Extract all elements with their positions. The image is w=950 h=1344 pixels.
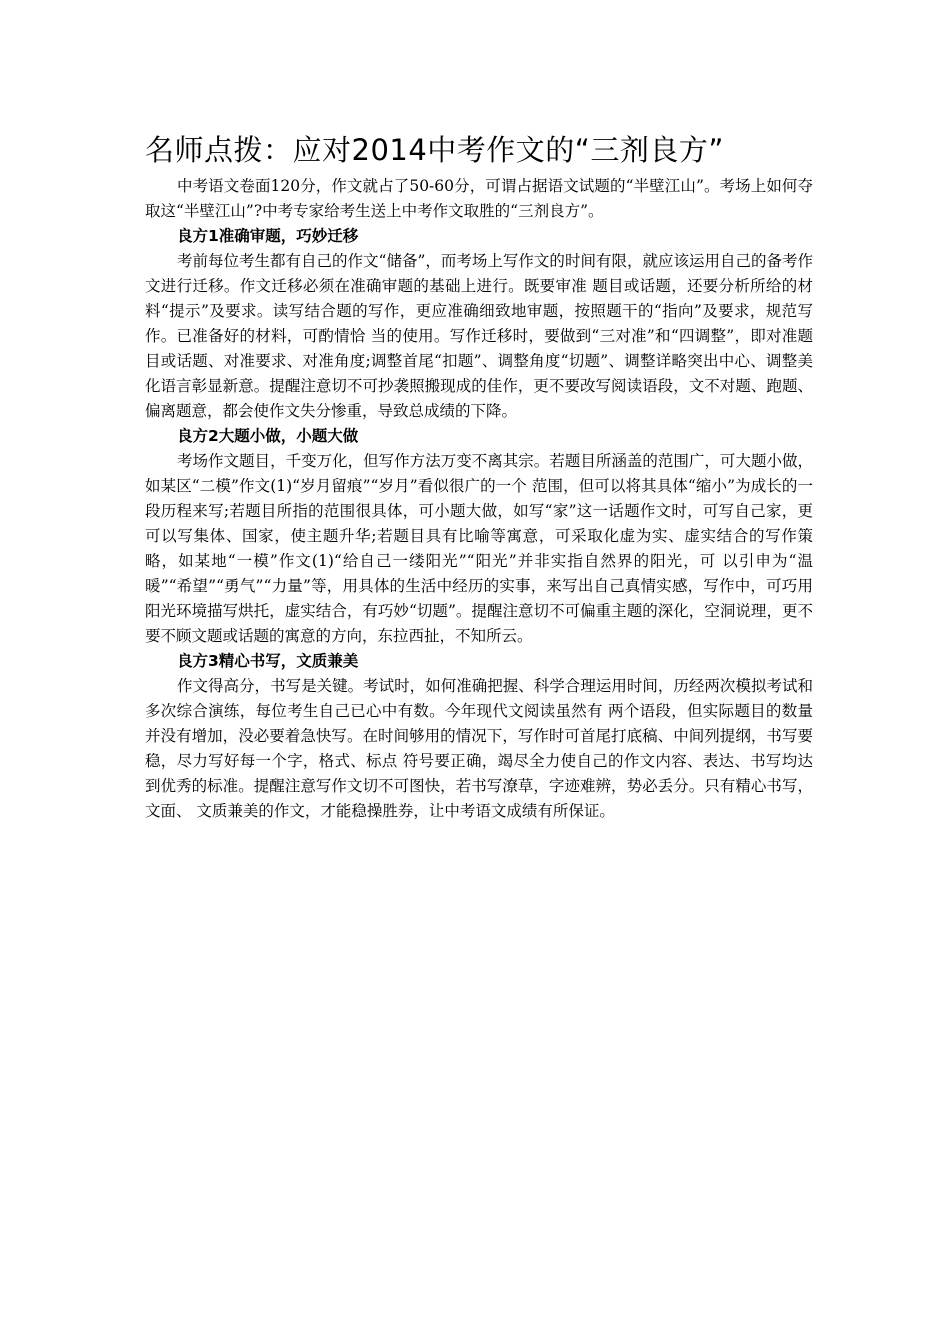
article-title: 名师点拨：应对2014中考作文的“三剂良方”: [145, 133, 724, 167]
section-heading: 良方3精心书写，文质兼美: [177, 652, 359, 670]
section-2: [145, 424, 813, 649]
article: [145, 130, 813, 824]
section-3: [145, 649, 813, 824]
section-body: 考前每位考生都有自己的作文“储备”，而考场上写作文的时间有限，就应该运用自己的备考作文进行迁移。作文迁移必须在准确审题的基础上进行。既要审准 题目或话题，还要分析所给的材料“提示”及要求。读写结合题的写作，更应准确细致地审题，按照题干的“指向”及要求，规范写作。已准备好的材料，可酌情恰 当的使用。写作迁移时，要做到“三对准”和“四调整”，即对准题目或话题、对准要求、对准角度;调整首尾“扣题”、调整角度“切题”、调整详略突出中心、调整美化语言彰显新意。提醒注意切不可抄袭照搬现成的佳作，更不要改写阅读语段，文不对题、跑题、偏离题意，都会使作文失分惨重，导致总成绩的下降。: [145, 252, 813, 420]
intro-paragraph: 中考语文卷面120分，作文就占了50-60分，可谓占据语文试题的“半壁江山”。考场上如何夺取这“半壁江山”?中考专家给考生送上中考作文取胜的“三剂良方”。: [145, 177, 813, 220]
section-heading: 良方1准确审题，巧妙迁移: [177, 227, 359, 245]
section-heading: 良方2大题小做，小题大做: [177, 427, 359, 445]
section-1: [145, 224, 813, 424]
section-body: 考场作文题目，千变万化，但写作方法万变不离其宗。若题目所涵盖的范围广，可大题小做，如某区“二模”作文(1)“岁月留痕”“岁月”看似很广的一个 范围，但可以将其具体“缩小”为成长的一段历程来写;若题目所指的范围很具体，可小题大做，如写“家”这一话题作文时，可写自己家，更可以写集体、国家，使主题升华;若题目具有比喻等寓意，可采取化虚为实、虚实结合的写作策略，如某地“一模”作文(1)“给自己一缕阳光”“阳光”并非实指自然界的阳光，可 以引申为“温暖”“希望”“勇气”“力量”等，用具体的生活中经历的实事，来写出自己真情实感，写作中，可巧用阳光环境描写烘托，虚实结合，有巧妙“切题”。提醒注意切不可偏重主题的深化，空洞说理，更不要不顾文题或话题的寓意的方向，东拉西扯，不知所云。: [145, 452, 813, 645]
section-body: 作文得高分，书写是关键。考试时，如何准确把握、科学合理运用时间，历经两次模拟考试和多次综合演练，每位考生自己已心中有数。今年现代文阅读虽然有 两个语段，但实际题目的数量并没有增加，没必要着急快写。在时间够用的情况下，写作时可首尾打底稿、中间列提纲，书写要稳，尽力写好每一个字，格式、标点 符号要正确，竭尽全力使自己的作文内容、表达、书写均达到优秀的标准。提醒注意写作文切不可图快，若书写潦草，字迹难辨，势必丢分。只有精心书写，文面、 文质兼美的作文，才能稳操胜券，让中考语文成绩有所保证。: [145, 677, 813, 820]
